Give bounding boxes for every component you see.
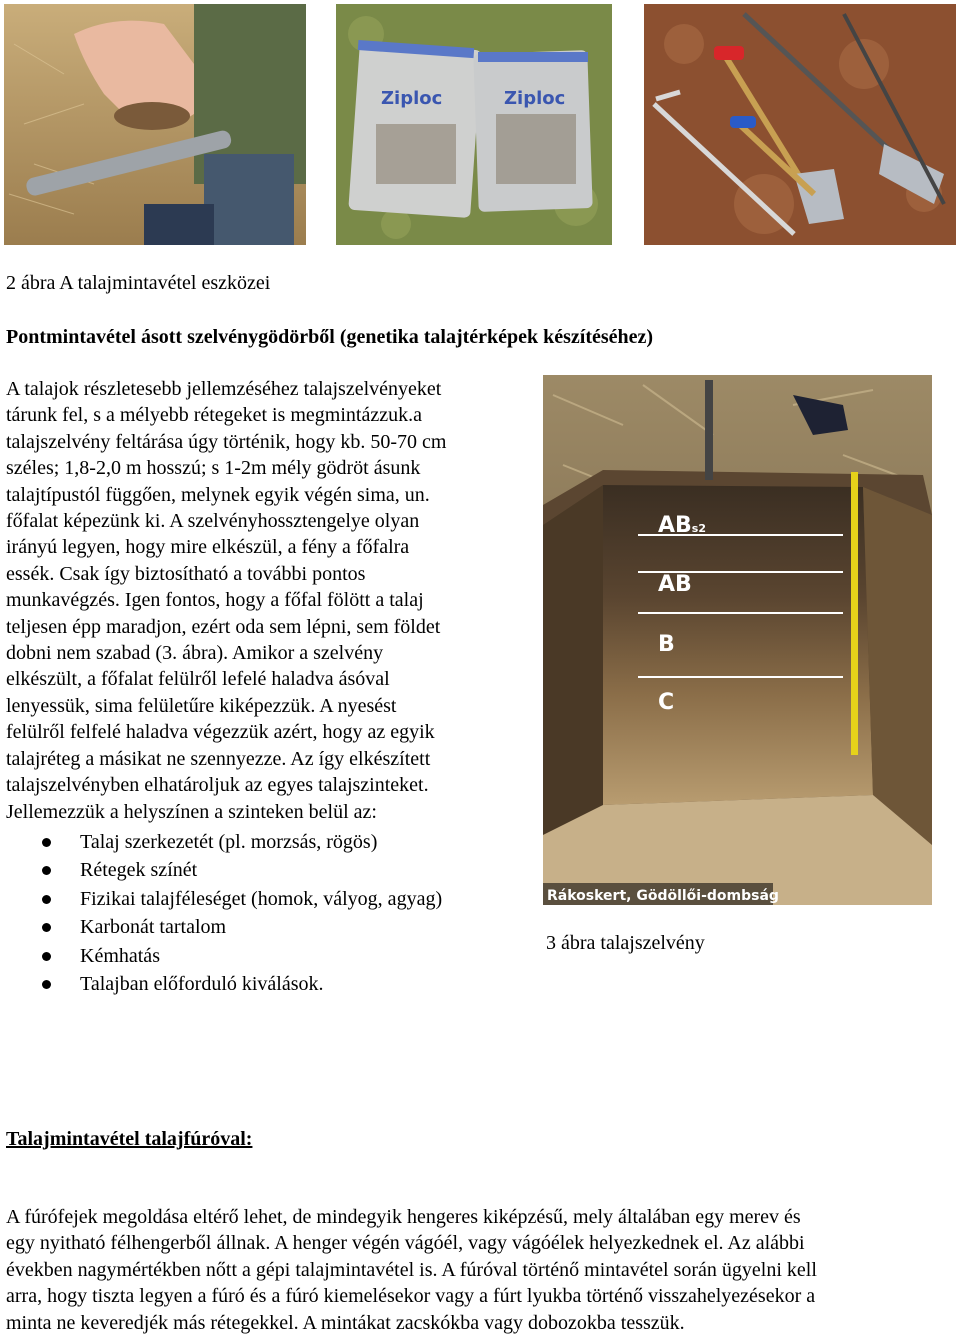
photo-hand-holding-soil — [4, 4, 306, 245]
paragraph-line: A fúrófejek megoldása eltérő lehet, de mindegyik hengeres kiképzésű, mely általában egy merev és — [6, 1206, 801, 1228]
list-item: Fizikai talajféleséget (homok, vályog, agyag) — [6, 885, 442, 913]
paragraph-line: minta ne keveredjék más rétegekkel. A mintákat zacskókba vagy dobozokba tesszük. — [6, 1311, 685, 1334]
photo-soil-profile — [543, 375, 932, 905]
paragraph-line: tárunk fel, s a mélyebb rétegeket is megmintázzuk.a — [6, 404, 422, 427]
field-characteristics-list — [6, 828, 442, 998]
list-item: Kémhatás — [6, 942, 442, 970]
profile-location-label: Rákoskert, Gödöllői-dombság — [547, 888, 779, 904]
paragraph-line: dobni nem szabad (3. ábra). Amikor a szelvény — [6, 642, 384, 665]
paragraph-line: egy nyitható félhengerből állnak. A henger végén vágóél, vagy vágóélek helyezkednek el. Az alábbi — [6, 1232, 805, 1255]
horizon-label-2: AB — [658, 572, 692, 597]
paragraph-line: teljesen épp maradjon, ezért oda sem lépni, sem földet — [6, 615, 441, 638]
list-item: Karbonát tartalom — [6, 913, 442, 941]
paragraph-line: munkavégzés. Igen fontos, hogy a főfal fölött a talaj — [6, 589, 424, 612]
section-heading-profile-pit: Pontmintavétel ásott szelvénygödörből (genetika talajtérképek készítéséhez) — [6, 326, 654, 348]
photo-sample-bags — [336, 4, 612, 245]
list-item: Talaj szerkezetét (pl. morzsás, rögös) — [6, 828, 442, 856]
figure-3-caption: 3 ábra talajszelvény — [546, 932, 705, 954]
paragraph-line: irányú legyen, hogy mire elkészül, a fény a főfalra — [6, 536, 410, 559]
paragraph-line: A talajok részletesebb jellemzéséhez talajszelvényeket — [6, 378, 442, 400]
paragraph-line: Jellemezzük a helyszínen a szinteken belül az: — [6, 800, 377, 823]
photo-sampling-tools — [644, 4, 956, 245]
paragraph-line: talajréteg a másikat ne szennyezze. Az így elkészített — [6, 747, 431, 770]
horizon-label-1-sub: s2 — [691, 522, 706, 535]
paragraph-line: főfalat képezünk ki. A szelvényhossztengelye olyan — [6, 510, 420, 533]
paragraph-line: essék. Csak így biztosítható a további pontos — [6, 562, 366, 585]
section-heading-soil-auger: Talajmintavétel talajfúróval: — [6, 1128, 253, 1150]
paragraph-line: években nagymértékben nőtt a gépi talajmintavétel is. A fúróval történő mintavétel során ügyelni kell — [6, 1258, 817, 1281]
paragraph-line: arra, hogy tiszta legyen a fúró és a fúró kiemelésekor vagy a fúrt lyukba történő visszahelyezésekor a — [6, 1285, 816, 1308]
paragraph-line: talajszelvényben elhatároljuk az egyes talajszinteket. — [6, 774, 429, 797]
profile-pit-paragraph — [6, 376, 526, 825]
paragraph-line: lenyessük, sima felületűre kiképezzük. A nyesést — [6, 694, 397, 717]
horizon-label-4: C — [658, 690, 675, 715]
paragraph-line: felülről felfelé haladva végezzük azért, hogy az egyik — [6, 721, 435, 744]
list-item: Talajban előforduló kiválások. — [6, 970, 442, 998]
paragraph-line: talajszelvény feltárása úgy történik, hogy kb. 50-70 cm — [6, 430, 447, 453]
bag-label-1: Ziploc — [381, 88, 443, 109]
paragraph-line: talajtípustól függően, melynek egyik végén sima, un. — [6, 483, 430, 506]
horizon-label-3: B — [658, 632, 675, 657]
figure-2-caption: 2 ábra A talajmintavétel eszközei — [6, 272, 271, 294]
bag-label-2: Ziploc — [504, 88, 566, 109]
horizon-label-1: AB — [658, 513, 692, 538]
paragraph-line: széles; 1,8-2,0 m hosszú; s 1-2m mély gödröt ásunk — [6, 457, 421, 480]
paragraph-line: elkészült, a főfalat felülről lefelé haladva ásóval — [6, 668, 390, 691]
list-item: Rétegek színét — [6, 856, 442, 884]
soil-auger-paragraph — [6, 1204, 956, 1336]
